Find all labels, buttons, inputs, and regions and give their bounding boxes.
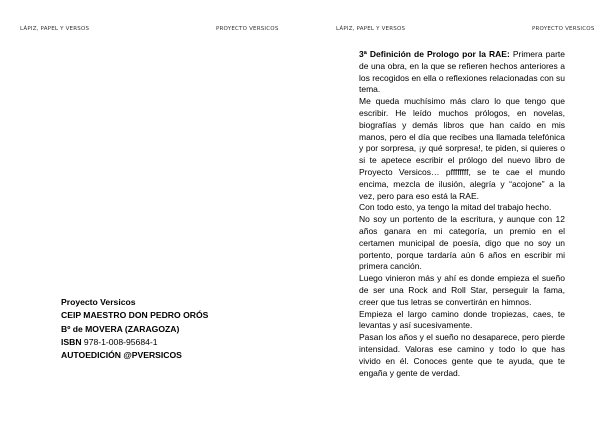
prologue-text: [359, 49, 565, 379]
isbn-value: 978-1-008-95684-1: [81, 336, 158, 347]
prologue-paragraph: Con todo esto, ya tengo la mitad del trabajo hecho.: [359, 202, 552, 213]
definition-heading: 3ª Definición de Prologo por la RAE:: [359, 49, 510, 59]
imprint-isbn: [61, 336, 208, 349]
imprint-school: CEIP MAESTRO DON PEDRO ORÓS: [61, 310, 209, 321]
definition-paragraph: [359, 49, 565, 96]
isbn-label: ISBN: [61, 336, 82, 347]
imprint-location: Bº de MOVERA (ZARAGOZA): [61, 323, 180, 334]
prologue-paragraph: Empieza el largo camino donde tropiezas, caes, te levantas y así sucesivamente.: [359, 308, 565, 331]
imprint-publisher: AUTOEDICIÓN @PVERSICOS: [61, 350, 182, 361]
right-page-header-book-title: LÁPIZ, PAPEL Y VERSOS: [336, 26, 406, 32]
prologue-paragraph: No soy un portento de la escritura, y aunque con 12 años ganara en mi categoría, un premio en el certamen municipal de poesía, digo que no soy un portento, porque tardaría aún 6 años en escribir mi primera canción.: [359, 214, 565, 272]
definition-text: Primera parte de una obra, en la que se refieren hechos anteriores a los recogidos en ella o reflexiones relacionadas con su tema.: [359, 49, 566, 95]
imprint-block: [61, 296, 208, 362]
prologue-paragraph: Me queda muchísimo más claro lo que tengo que escribir. He leído muchos prólogos, en novelas, biografías y demás libros que han caído en mis manos, pero el día que recibes una llamada telefónica y por sorpresa, ¡y qué sorpresa!, te piden, si quieres o si te apetece escribir el prólogo del nuevo libro de Proyecto Versicos… pffffffff, se te cae el mundo encima, mezcla de ilusión, alegría y “acojone” a la vez, pero para eso está la RAE.: [359, 96, 565, 201]
right-page-header-project: PROYECTO VERSICOS: [532, 26, 595, 32]
left-page-header-project: PROYECTO VERSICOS: [216, 26, 279, 32]
prologue-paragraph: Luego vinieron más y ahí es donde empieza el sueño de ser una Rock and Roll Star, perseguir la fama, creer que tus letras se convertirán en himnos.: [359, 273, 565, 307]
left-page-header-book-title: LÁPIZ, PAPEL Y VERSOS: [20, 26, 90, 32]
prologue-paragraph: Pasan los años y el sueño no desaparece, pero pierde intensidad. Valoras ese camino y todo lo que has vivido en él. Conoces gente que te ayuda, que te engaña y gente de verdad.: [359, 332, 565, 378]
imprint-project-name: Proyecto Versicos: [61, 297, 136, 307]
